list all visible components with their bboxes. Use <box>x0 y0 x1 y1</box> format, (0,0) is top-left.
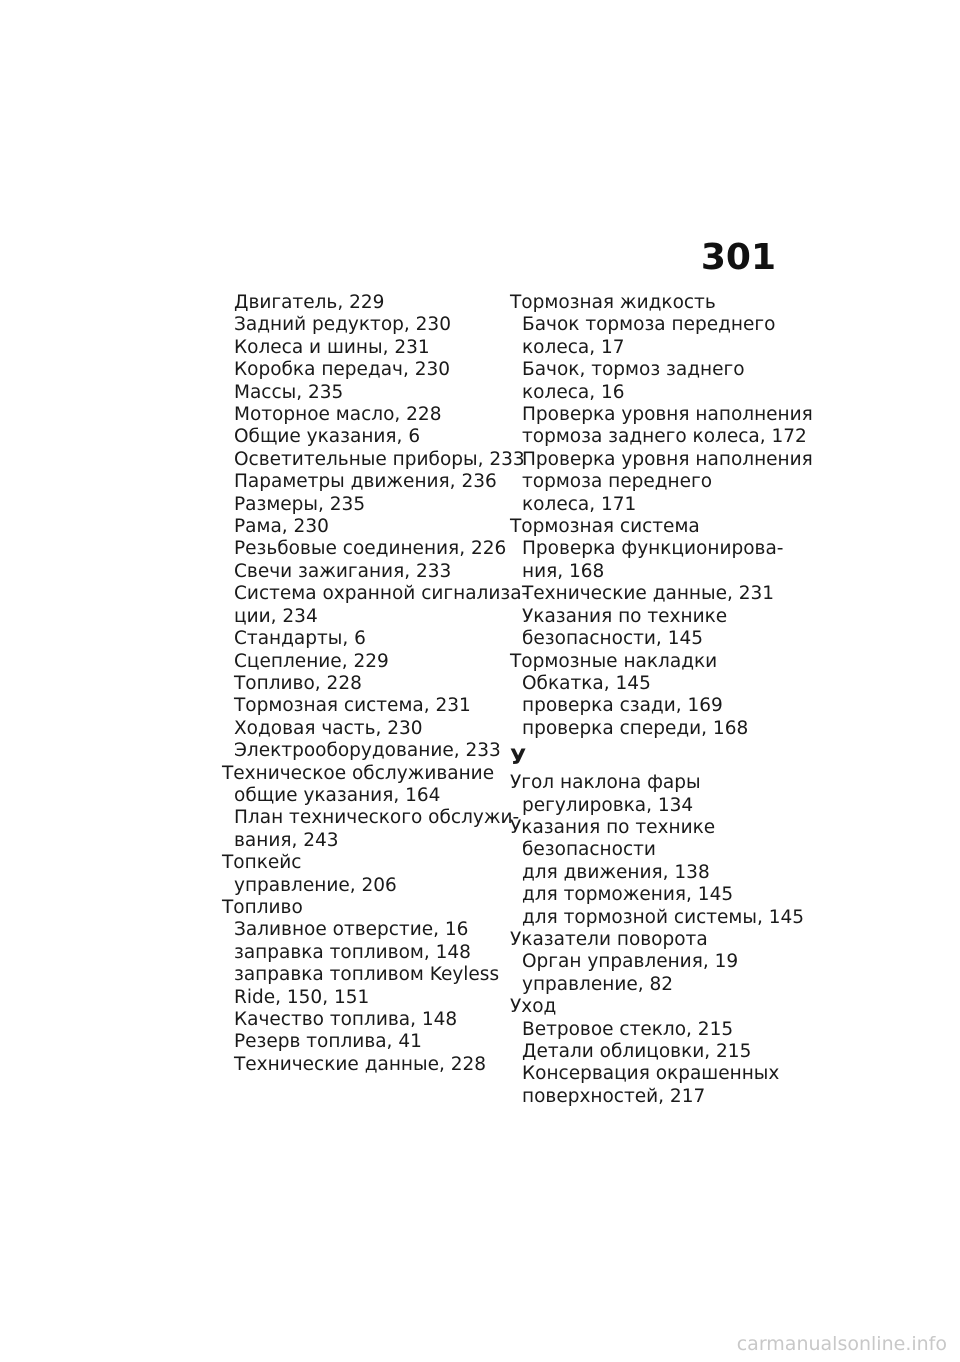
index-entry: Тормозная жидкость <box>510 292 716 313</box>
index-subentry: Общие указания, 6 <box>234 426 421 448</box>
index-subentry: Технические данные, 231 <box>522 583 775 605</box>
index-subentry: Консервация окрашенных <box>522 1063 780 1085</box>
index-column-left <box>222 292 529 1076</box>
index-subentry: проверка сзади, 169 <box>522 695 723 717</box>
index-subentry: заправка топливом Keyless <box>234 964 500 986</box>
index-subentry: общие указания, 164 <box>234 784 441 806</box>
index-subentry: безопасности <box>522 839 656 861</box>
index-subentry: Орган управления, 19 <box>522 951 739 973</box>
index-subentry: управление, 82 <box>522 973 674 995</box>
index-subentry: регулировка, 134 <box>522 794 694 816</box>
index-subentry: Сцепление, 229 <box>234 650 389 672</box>
index-entry: Указатели поворота <box>510 928 708 950</box>
index-subentry: колеса, 16 <box>522 381 625 403</box>
index-subentry: колеса, 171 <box>522 493 637 515</box>
index-subentry: тормоза заднего колеса, 172 <box>522 426 807 448</box>
index-subentry: Осветительные приборы, 233 <box>234 448 525 470</box>
index-subentry: Параметры движения, 236 <box>234 471 497 493</box>
index-letter-heading: У <box>510 745 527 770</box>
watermark-text: carmanualsonline.info <box>736 1333 947 1355</box>
index-entry: Указания по технике <box>510 816 716 838</box>
index-subentry: Задний редуктор, 230 <box>234 314 451 336</box>
index-entry: Угол наклона фары <box>510 772 701 794</box>
index-subentry: Размеры, 235 <box>234 493 366 515</box>
index-subentry: Резерв топлива, 41 <box>234 1031 422 1053</box>
index-subentry: управление, 206 <box>234 874 397 896</box>
index-subentry: Колеса и шины, 231 <box>234 336 430 358</box>
index-subentry: Резьбовые соединения, 226 <box>234 538 507 560</box>
index-entry: Топкейс <box>222 852 302 874</box>
index-subentry: Моторное масло, 228 <box>234 404 442 426</box>
index-subentry: Технические данные, 228 <box>234 1053 487 1075</box>
index-entry: Тормозные накладки <box>510 650 718 672</box>
index-subentry: Ходовая часть, 230 <box>234 717 423 739</box>
index-subentry: Бачок, тормоз заднего <box>522 359 745 381</box>
index-entry: Уход <box>510 996 557 1018</box>
index-subentry: Рама, 230 <box>234 516 329 538</box>
index-subentry: Детали облицовки, 215 <box>522 1041 752 1062</box>
index-subentry: Топливо, 228 <box>234 672 362 694</box>
index-subentry: поверхностей, 217 <box>522 1085 706 1107</box>
index-subentry: Заливное отверстие, 16 <box>234 919 469 941</box>
index-subentry: заправка топливом, 148 <box>234 941 471 963</box>
index-subentry: ния, 168 <box>522 560 605 582</box>
index-subentry: тормоза переднего <box>522 471 713 493</box>
index-subentry: ции, 234 <box>234 605 318 627</box>
index-subentry: проверка спереди, 168 <box>522 717 749 739</box>
index-subentry: Качество топлива, 148 <box>234 1009 458 1030</box>
index-subentry: безопасности, 145 <box>522 628 704 650</box>
index-subentry: Ride, 150, 151 <box>234 986 370 1008</box>
index-subentry: Бачок тормоза переднего <box>522 314 776 336</box>
index-subentry: Указания по технике <box>522 605 728 627</box>
index-subentry: Система охранной сигнализа- <box>234 583 529 605</box>
index-subentry: вания, 243 <box>234 829 339 851</box>
index-subentry: Двигатель, 229 <box>234 292 385 313</box>
index-subentry: для движения, 138 <box>522 861 710 883</box>
index-subentry: колеса, 17 <box>522 336 625 358</box>
index-subentry: Стандарты, 6 <box>234 628 366 650</box>
index-subentry: Проверка уровня наполнения <box>522 448 813 470</box>
index-subentry: План технического обслужи- <box>234 807 520 829</box>
index-entry: Топливо <box>222 896 303 918</box>
index-subentry: Проверка уровня наполнения <box>522 404 813 426</box>
index-subentry: Электрооборудование, 233 <box>234 740 501 762</box>
index-entry: Тормозная система <box>510 516 700 538</box>
index-subentry: Ветровое стекло, 215 <box>522 1018 734 1040</box>
index-subentry: для тормозной системы, 145 <box>522 906 805 928</box>
index-subentry: Свечи зажигания, 233 <box>234 560 452 582</box>
index-entry: Техническое обслуживание <box>222 762 495 784</box>
index-subentry: Проверка функционирова- <box>522 538 784 560</box>
index-subentry: Массы, 235 <box>234 381 344 403</box>
index-subentry: Тормозная система, 231 <box>234 695 471 717</box>
index-column-right <box>510 292 813 1108</box>
index-subentry: для торможения, 145 <box>522 884 734 906</box>
index-subentry: Коробка передач, 230 <box>234 359 451 381</box>
page-number: 301 <box>700 237 776 278</box>
index-subentry: Обкатка, 145 <box>522 672 651 694</box>
